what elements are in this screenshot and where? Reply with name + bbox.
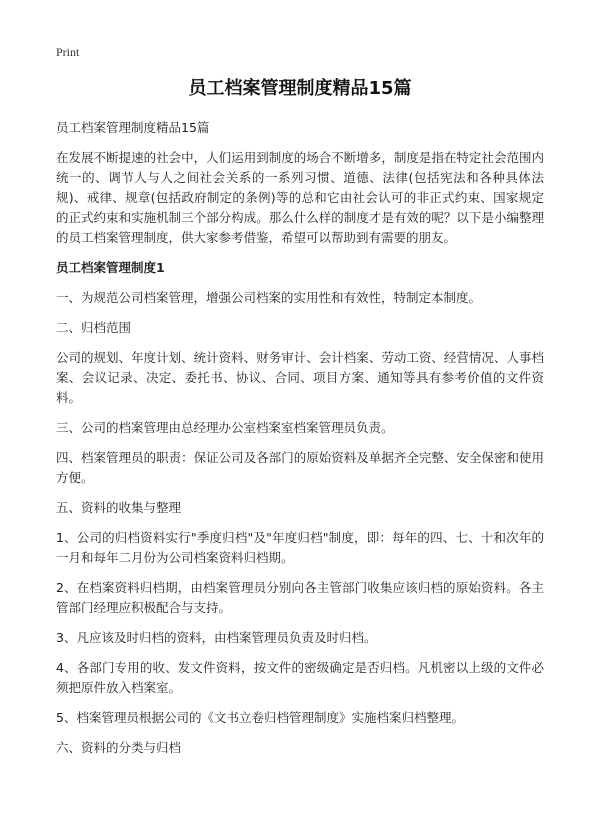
paragraph-scope-content: 公司的规划、年度计划、统计资料、财务审计、会计档案、劳动工资、经营情况、人事档案、会议记录、决定、委托书、协议、合同、项目方案、通知等具有参考价值的文件资料。 [56,350,544,405]
print-label: Print [56,45,80,59]
paragraph-item-2: 2、在档案资料归档期，由档案管理员分别向各主管部门收集应该归档的原始资料。各主管部门经理应积极配合与支持。 [56,580,544,615]
paragraph-purpose: 一、为规范公司档案管理，增强公司档案的实用性和有效性，特制定本制度。 [56,290,482,305]
paragraph-item-4: 4、各部门专用的收、发文件资料，按文件的密级确定是否归档。凡机密以上级的文件必须把原件放入档案室。 [56,660,544,695]
paragraph-duties: 四、档案管理员的职责：保证公司及各部门的原始资料及单据齐全完整、安全保密和使用方便。 [56,450,544,485]
document-title: 员工档案管理制度精品15篇 [188,78,412,99]
document-subtitle: 员工档案管理制度精品15篇 [56,120,210,135]
paragraph-responsibility: 三、公司的档案管理由总经理办公室档案室档案管理员负责。 [56,420,394,435]
paragraph-item-3: 3、凡应该及时归档的资料，由档案管理员负责及时归档。 [56,630,377,645]
paragraph-item-1: 1、公司的归档资料实行"季度归档"及"年度归档"制度，即：每年的四、七、十和次年的一月和每年二月份为公司档案资料归档期。 [56,530,544,565]
paragraph-classification-heading: 六、资料的分类与归档 [56,740,182,755]
paragraph-item-5: 5、档案管理员根据公司的《文书立卷归档管理制度》实施档案归档整理。 [56,710,464,725]
paragraph-collection-heading: 五、资料的收集与整理 [56,500,182,515]
paragraph-scope-heading: 二、归档范围 [56,320,132,335]
intro-paragraph: 在发展不断提速的社会中，人们运用到制度的场合不断增多，制度是指在特定社会范围内统一的、调节人与人之间社会关系的一系列习惯、道德、法律(包括宪法和各种具体法规)、戒律、规章(包括政府制定的条例)等的总和它由社会认可的非正式约束、国家规定的正式约束和实施机制三个部分构成。那么什么样的制度才是有效的呢？以下是小编整理的员工档案管理制度，供大家参考借鉴，希望可以帮助到有需要的朋友。 [56,150,544,245]
section-heading: 员工档案管理制度1 [56,260,165,275]
